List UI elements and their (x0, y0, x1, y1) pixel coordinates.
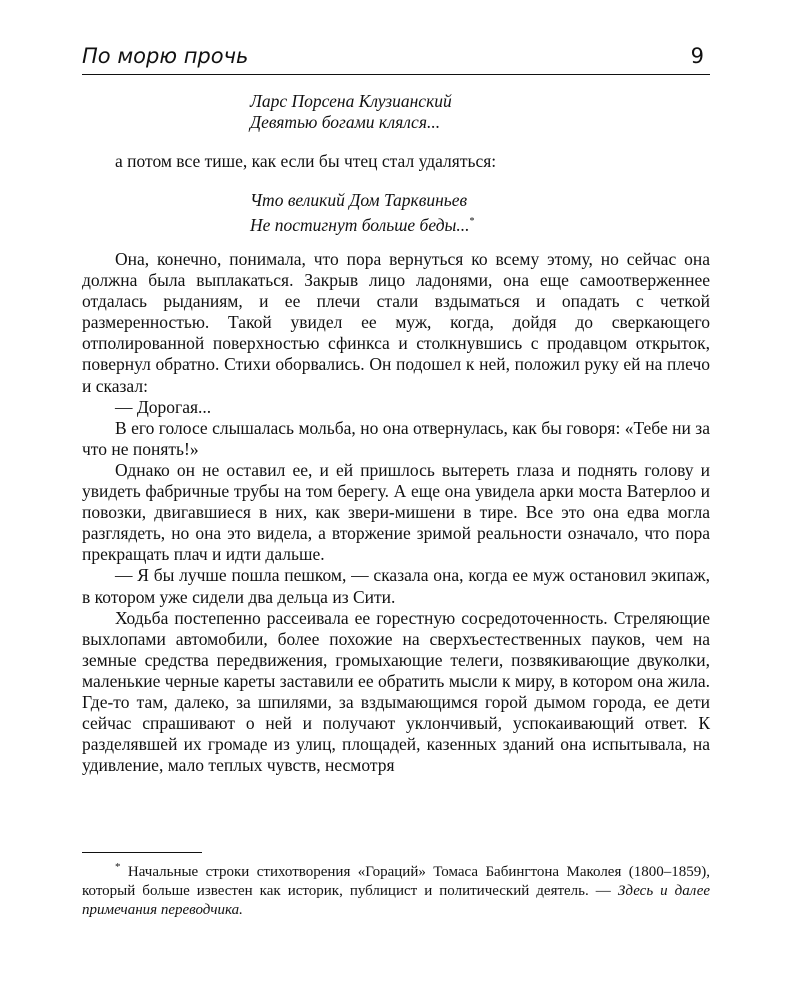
intro-line: а потом все тише, как если бы чтец стал удаляться: (115, 151, 497, 171)
paragraph: — Я бы лучше пошла пешком, — сказала она, когда ее муж остановил экипаж, в котором уже сидели два дельца из Сити. (82, 565, 710, 607)
footnote-mark: * (115, 861, 121, 873)
footnote (82, 858, 710, 920)
paragraph: Однако он не оставил ее, и ей пришлось вытереть глаза и поднять голову и увидеть фабричные трубы на том берегу. А еще она увидела арки моста Ватерлоо и повозки, двигавшиеся в них, как звери-мишени в тире. Все это она едва могла разглядеть, но она это видела, а вторжение зримой реальности означало, что пора прекращать плач и идти дальше. (82, 459, 710, 565)
running-title: По морю прочь (82, 44, 249, 68)
footnote-reference: * (469, 216, 475, 227)
verse-epigraph-1 (250, 91, 452, 133)
verse-epigraph-2 (250, 190, 475, 236)
verse-line: Девятью богами клялся... (250, 112, 441, 132)
paragraph: В его голосе слышалась мольба, но она отвернулась, как бы говоря: «Тебе ни за что не понять!» (82, 417, 710, 459)
verse-line: Что великий Дом Тарквиньев (250, 190, 468, 210)
footnote-paragraph (82, 858, 710, 920)
running-header (82, 44, 710, 75)
verse-line: Ларс Порсена Клузианский (250, 91, 452, 111)
footnote-text: Начальные строки стихотворения «Гораций» Томаса Бабингтона Маколея (1800–1859), который больше известен как историк, публицист и политический деятель. — (82, 864, 710, 899)
verse-line-text: Не постигнут больше беды... (250, 214, 470, 235)
footnote-translator-note: Здесь и далее примечания переводчика. (82, 883, 711, 918)
verse-line-with-note (250, 211, 475, 236)
paragraph: Ходьба постепенно рассеивала ее горестную сосредоточенность. Стреляющие выхлопами автомобили, более похожие на сверхъестественных пауков, чем на земные средства передвижения, громыхающие телеги, позвякивающие двуколки, маленькие черные кареты заставили ее обратить мысли к миру, в котором она жила. Где-то там, далеко, за шпилями, за вздымающимся горой дымом города, ее дети сейчас спрашивают о ней и получают уклончивый, успокаивающий ответ. К разделявшей их громаде из улиц, площадей, казенных зданий она испытывала, на удивление, мало теплых чувств, несмотря (82, 607, 710, 776)
paragraph: Она, конечно, понимала, что пора вернуться ко всему этому, но сейчас она должна была выплакаться. Закрыв лицо ладонями, она еще самоотверженнее отдалась рыданиям, и ее плечи стали вздыматься и опадать с четкой размеренностью. Такой увидел ее муж, когда, дойдя до сверкающего отполированной поверхностью сфинкса и столкнувшись с продавцом открыток, повернул обратно. Стихи оборвались. Он подошел к ней, положил руку ей на плечо и сказал: (82, 249, 710, 396)
footnote-divider (82, 852, 202, 853)
body-text (82, 249, 710, 776)
paragraph: — Дорогая... (115, 396, 212, 417)
page-number: 9 (690, 44, 704, 68)
